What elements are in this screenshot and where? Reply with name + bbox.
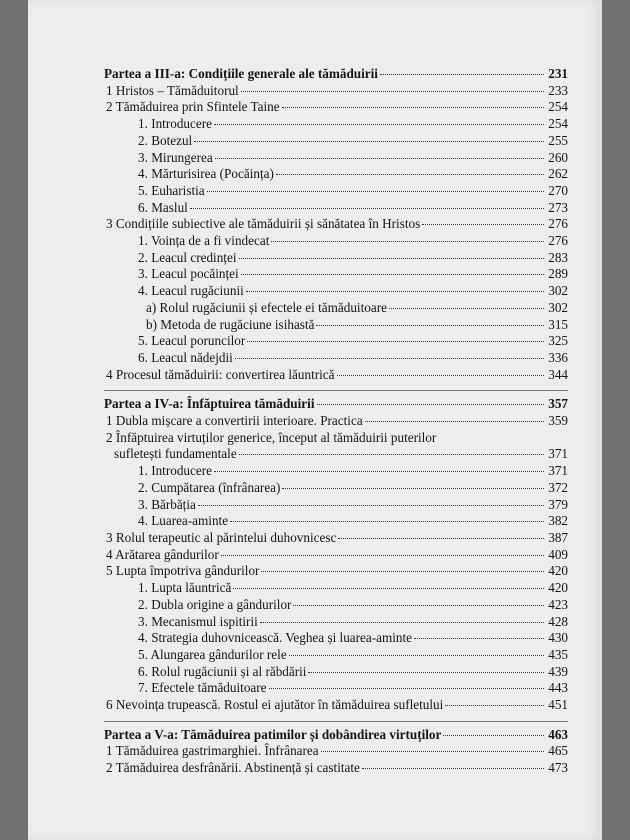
entry-title: 5. Euharistia xyxy=(138,182,205,198)
entry-title: 6 Nevoința trupească. Rostul ei ajutător în tămăduirea sufletului xyxy=(106,697,444,713)
leader-dots xyxy=(215,158,544,159)
page-number: 357 xyxy=(548,396,568,412)
entry-title: 4 Procesul tămăduirii: convertirea lăuntrică xyxy=(106,366,335,382)
page-number: 387 xyxy=(548,529,568,545)
book-page xyxy=(28,0,602,840)
toc-entry xyxy=(104,300,568,317)
toc-entry xyxy=(104,367,568,384)
page-number: 336 xyxy=(548,349,568,365)
page-number: 233 xyxy=(548,82,568,98)
page-number: 423 xyxy=(548,596,568,612)
table-of-contents xyxy=(104,66,568,777)
page-number: 283 xyxy=(548,249,568,265)
page-number: 254 xyxy=(548,99,568,115)
entry-title: 4 Arătarea gândurilor xyxy=(106,546,219,562)
leader-dots xyxy=(247,341,544,342)
entry-title: 6. Rolul rugăciunii și al răbdării xyxy=(138,663,307,679)
page-number: 428 xyxy=(548,613,568,629)
page-number: 382 xyxy=(548,513,568,529)
page-number: 409 xyxy=(548,546,568,562)
leader-dots xyxy=(422,224,544,225)
leader-dots xyxy=(362,768,544,769)
entry-title: 6. Leacul nădejdii xyxy=(138,349,233,365)
toc-entry xyxy=(104,760,568,777)
toc-entry xyxy=(104,580,568,597)
page-number: 254 xyxy=(548,116,568,132)
toc-part-heading xyxy=(104,66,568,83)
page-number: 302 xyxy=(548,283,568,299)
toc-part-heading xyxy=(104,396,568,413)
page-number: 325 xyxy=(548,333,568,349)
page-number: 451 xyxy=(548,697,568,713)
toc-entry xyxy=(104,350,568,367)
leader-dots xyxy=(239,454,544,455)
entry-title: 1 Dubla mișcare a convertirii interioare. Practica xyxy=(106,413,363,429)
part-title: Partea a III-a: Condițiile generale ale tămăduirii xyxy=(104,66,378,81)
section-divider xyxy=(104,390,568,391)
entry-title: b) Metoda de rugăciune isihastă xyxy=(146,316,315,332)
leader-dots xyxy=(308,672,544,673)
entry-title: 2. Leacul credinței xyxy=(138,249,237,265)
entry-title: a) Rolul rugăciunii și efectele ei tămăduitoare xyxy=(146,299,387,315)
toc-entry xyxy=(104,250,568,267)
page-number: 465 xyxy=(548,743,568,759)
entry-title: 2. Cumpătarea (înfrânarea) xyxy=(138,479,281,495)
leader-dots xyxy=(207,191,544,192)
entry-title: 1. Introducere xyxy=(138,463,212,479)
toc-entry xyxy=(104,99,568,116)
entry-title: 5. Alungarea gândurilor rele xyxy=(138,646,287,662)
entry-title: 3. Bărbăția xyxy=(138,496,196,512)
part-title: Partea a IV-a: Înfăptuirea tămăduirii xyxy=(104,396,315,412)
toc-entry xyxy=(104,266,568,283)
leader-dots xyxy=(443,735,544,736)
toc-entry xyxy=(104,183,568,200)
toc-entry xyxy=(104,233,568,250)
page-number: 379 xyxy=(548,496,568,512)
leader-dots xyxy=(337,375,545,376)
toc-entry-first-line: 2 Înfăptuirea virtuților generice, început al tămăduirii puterilor xyxy=(106,429,437,445)
leader-dots xyxy=(338,538,544,539)
entry-title: 1. Lupta lăuntrică xyxy=(138,580,232,596)
toc-entry xyxy=(104,647,568,664)
page-number: 273 xyxy=(548,199,568,215)
toc-entry xyxy=(104,166,568,183)
toc-entry xyxy=(104,133,568,150)
page-number: 302 xyxy=(548,299,568,315)
toc-entry xyxy=(104,317,568,334)
toc-entry xyxy=(104,83,568,100)
entry-title: 4. Strategia duhovnicească. Veghea și luarea-aminte xyxy=(138,630,413,646)
page-number: 270 xyxy=(548,182,568,198)
toc-entry xyxy=(104,200,568,217)
page-number: 276 xyxy=(548,216,568,232)
entry-title: 6. Maslul xyxy=(138,199,188,215)
section-divider xyxy=(104,721,568,722)
toc-entry xyxy=(104,480,568,497)
leader-dots xyxy=(365,421,544,422)
page-number: 231 xyxy=(548,66,568,81)
entry-title: 4. Luarea-aminte xyxy=(138,513,229,529)
leader-dots xyxy=(389,308,544,309)
leader-dots xyxy=(445,705,544,706)
entry-title: 2. Dubla origine a gândurilor xyxy=(138,596,292,612)
entry-title: 4. Leacul rugăciunii xyxy=(138,283,244,299)
leader-dots xyxy=(321,751,544,752)
leader-dots xyxy=(271,241,544,242)
entry-title: 5. Leacul poruncilor xyxy=(138,333,246,349)
leader-dots xyxy=(414,638,544,639)
leader-dots xyxy=(293,605,544,606)
entry-title: 3. Mecanismul ispitirii xyxy=(138,613,258,629)
toc-entry xyxy=(104,150,568,167)
toc-entry xyxy=(104,697,568,714)
leader-dots xyxy=(230,521,544,522)
leader-dots xyxy=(241,91,544,92)
toc-entry xyxy=(104,664,568,681)
toc-part-heading xyxy=(104,727,568,744)
page-number: 289 xyxy=(548,266,568,282)
toc-entry xyxy=(104,563,568,580)
toc-entry xyxy=(104,283,568,300)
leader-dots xyxy=(198,505,544,506)
entry-title: 1. Introducere xyxy=(138,116,212,132)
part-title: Partea a V-a: Tămăduirea patimilor și dobândirea virtuților xyxy=(104,726,442,742)
leader-dots xyxy=(214,124,544,125)
page-number: 262 xyxy=(548,166,568,182)
entry-title: 2. Botezul xyxy=(138,132,193,148)
entry-title: 3. Leacul pocăinței xyxy=(138,266,239,282)
page-number: 315 xyxy=(548,316,568,332)
page-number: 371 xyxy=(548,463,568,479)
leader-dots xyxy=(190,208,544,209)
toc-entry xyxy=(104,743,568,760)
leader-dots xyxy=(235,358,544,359)
leader-dots xyxy=(260,622,544,623)
page-number: 344 xyxy=(548,366,568,382)
toc-entry xyxy=(104,463,568,480)
toc-entry xyxy=(104,116,568,133)
toc-entry xyxy=(104,597,568,614)
toc-entry xyxy=(104,530,568,547)
page-number: 420 xyxy=(548,580,568,596)
entry-title: 3 Rolul terapeutic al părintelui duhovnicesc xyxy=(106,529,337,545)
toc-entry xyxy=(104,680,568,697)
entry-title: 5 Lupta împotriva gândurilor xyxy=(106,563,260,579)
entry-title: 2 Tămăduirea prin Sfintele Taine xyxy=(106,99,280,115)
toc-entry xyxy=(104,547,568,564)
page-number: 371 xyxy=(548,446,568,462)
leader-dots xyxy=(214,471,544,472)
page-number: 276 xyxy=(548,233,568,249)
page-number: 435 xyxy=(548,646,568,662)
toc-entry xyxy=(104,630,568,647)
leader-dots xyxy=(276,174,544,175)
page-number: 439 xyxy=(548,663,568,679)
leader-dots xyxy=(241,274,544,275)
leader-dots xyxy=(316,325,544,326)
entry-title: 7. Efectele tămăduitoare xyxy=(138,680,267,696)
entry-title: sufletești fundamentale xyxy=(114,446,237,462)
page-number: 260 xyxy=(548,149,568,165)
page-number: 463 xyxy=(548,726,568,742)
leader-dots xyxy=(233,588,544,589)
leader-dots xyxy=(380,74,544,75)
toc-entry xyxy=(104,513,568,530)
entry-title: 4. Mărturisirea (Pocăința) xyxy=(138,166,274,182)
leader-dots xyxy=(246,291,544,292)
leader-dots xyxy=(221,555,544,556)
leader-dots xyxy=(317,404,545,405)
entry-title: 1. Voința de a fi vindecat xyxy=(138,233,270,249)
entry-title: 1 Hristos – Tămăduitorul xyxy=(106,82,239,98)
leader-dots xyxy=(239,258,545,259)
page-number: 443 xyxy=(548,680,568,696)
page-number: 359 xyxy=(548,413,568,429)
entry-title: 2 Tămăduirea desfrânării. Abstinență și castitate xyxy=(106,760,360,776)
page-number: 430 xyxy=(548,630,568,646)
leader-dots xyxy=(282,488,544,489)
entry-title: 3. Mirungerea xyxy=(138,149,213,165)
toc-entry xyxy=(104,216,568,233)
page-number: 420 xyxy=(548,563,568,579)
leader-dots xyxy=(289,655,544,656)
leader-dots xyxy=(261,571,544,572)
toc-entry xyxy=(104,333,568,350)
page-number: 255 xyxy=(548,132,568,148)
toc-entry xyxy=(104,497,568,514)
toc-entry xyxy=(104,614,568,631)
toc-entry xyxy=(104,446,568,463)
leader-dots xyxy=(282,107,544,108)
leader-dots xyxy=(194,141,544,142)
leader-dots xyxy=(269,688,544,689)
entry-title: 3 Condițiile subiective ale tămăduirii și sănătatea în Hristos xyxy=(106,216,421,232)
page-number: 372 xyxy=(548,479,568,495)
entry-title: 1 Tămăduirea gastrimarghiei. Înfrânarea xyxy=(106,743,319,759)
toc-entry xyxy=(104,413,568,430)
page-number: 473 xyxy=(548,760,568,776)
